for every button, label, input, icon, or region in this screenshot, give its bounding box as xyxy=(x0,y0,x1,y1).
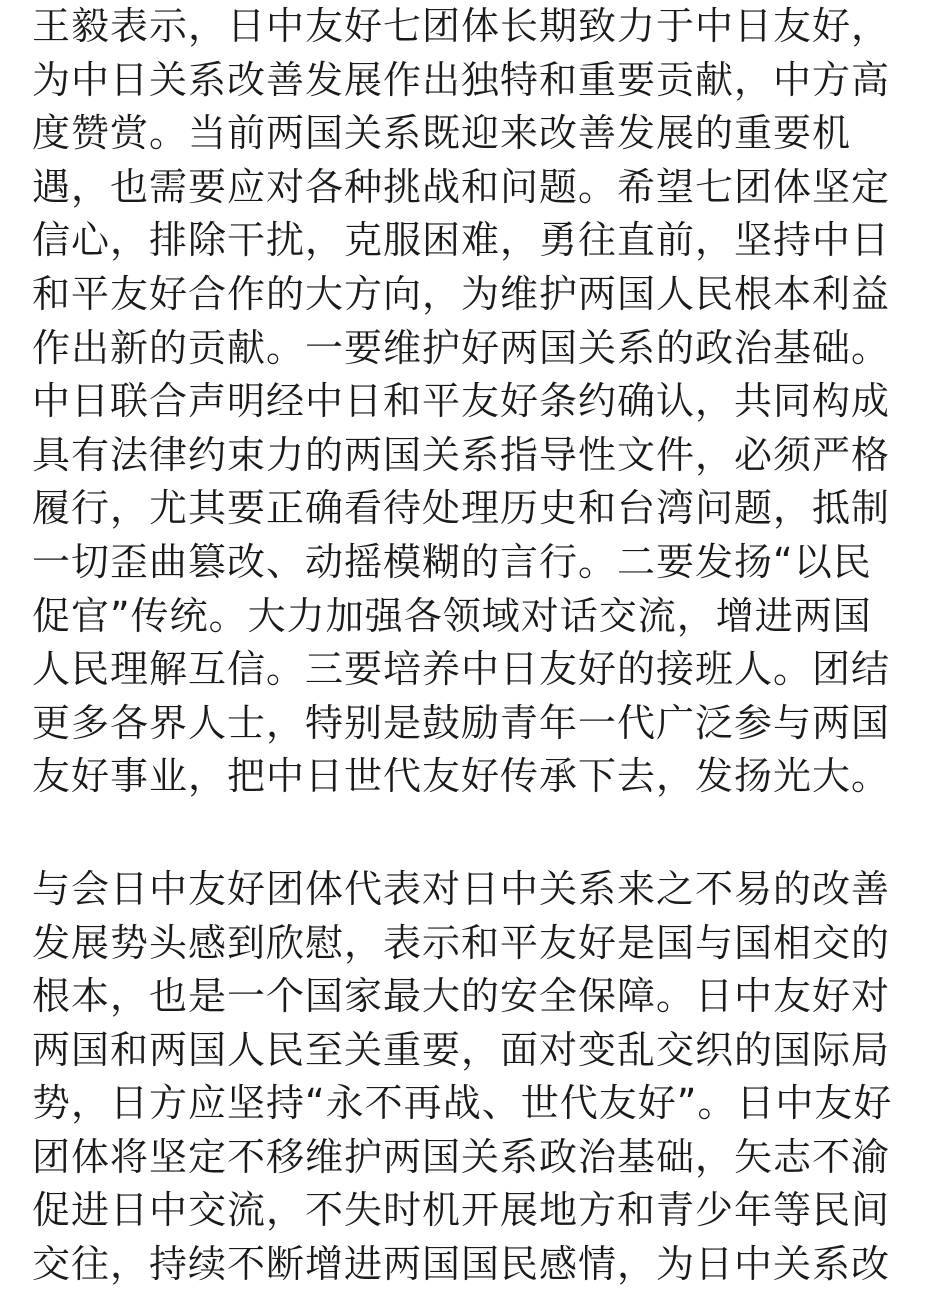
text-line: 信心，排除干扰，克服困难，勇往直前，坚持中日 xyxy=(32,218,891,263)
text-line: 王毅表示，日中友好七团体长期致力于中日友好， xyxy=(32,4,891,48)
text-line: 促官”传统。大力加强各领域对话交流，增进两国 xyxy=(32,593,872,638)
text-line: 和平友好合作的大方向，为维护两国人民根本利益 xyxy=(32,271,891,316)
text-line: 根本，也是一个国家最大的安全保障。日中友好对 xyxy=(32,974,891,1019)
text-line: 团体将坚定不移维护两国关系政治基础，矢志不渝 xyxy=(32,1134,891,1179)
text-line: 更多各界人士，特别是鼓励青年一代广泛参与两国 xyxy=(32,700,891,745)
text-line: 度赞赏。当前两国关系既迎来改善发展的重要机 xyxy=(32,111,852,156)
paragraph-2 xyxy=(32,863,932,1292)
text-line: 两国和两国人民至关重要，面对变乱交织的国际局 xyxy=(32,1027,891,1072)
text-line: 促进日中交流，不失时机开展地方和青少年等民间 xyxy=(32,1188,891,1233)
article-body xyxy=(32,0,932,1292)
text-line: 势，日方应坚持“永不再战、世代友好”。日中友好 xyxy=(32,1081,893,1126)
paragraph-1 xyxy=(32,0,932,804)
text-line: 与会日中友好团体代表对日中关系来之不易的改善 xyxy=(32,866,891,911)
text-line: 为中日关系改善发展作出独特和重要贡献，中方高 xyxy=(32,57,891,102)
text-line: 中日联合声明经中日和平友好条约确认，共同构成 xyxy=(32,379,891,424)
text-line: 履行，尤其要正确看待处理历史和台湾问题，抵制 xyxy=(32,486,891,531)
text-line: 交往，持续不断增进两国国民感情，为日中关系改 xyxy=(32,1242,891,1287)
text-line: 遇，也需要应对各种挑战和问题。希望七团体坚定 xyxy=(32,164,891,209)
text-line: 具有法律约束力的两国关系指导性文件，必须严格 xyxy=(32,432,891,477)
text-line: 发展势头感到欣慰，表示和平友好是国与国相交的 xyxy=(32,920,891,965)
text-line: 友好事业，把中日世代友好传承下去，发扬光大。 xyxy=(32,754,891,799)
paragraph-spacer xyxy=(32,804,932,863)
text-line: 人民理解互信。三要培养中日友好的接班人。团结 xyxy=(32,647,891,692)
text-line: 一切歪曲篡改、动摇模糊的言行。二要发扬“以民 xyxy=(32,539,872,584)
text-line: 作出新的贡献。一要维护好两国关系的政治基础。 xyxy=(32,325,891,370)
